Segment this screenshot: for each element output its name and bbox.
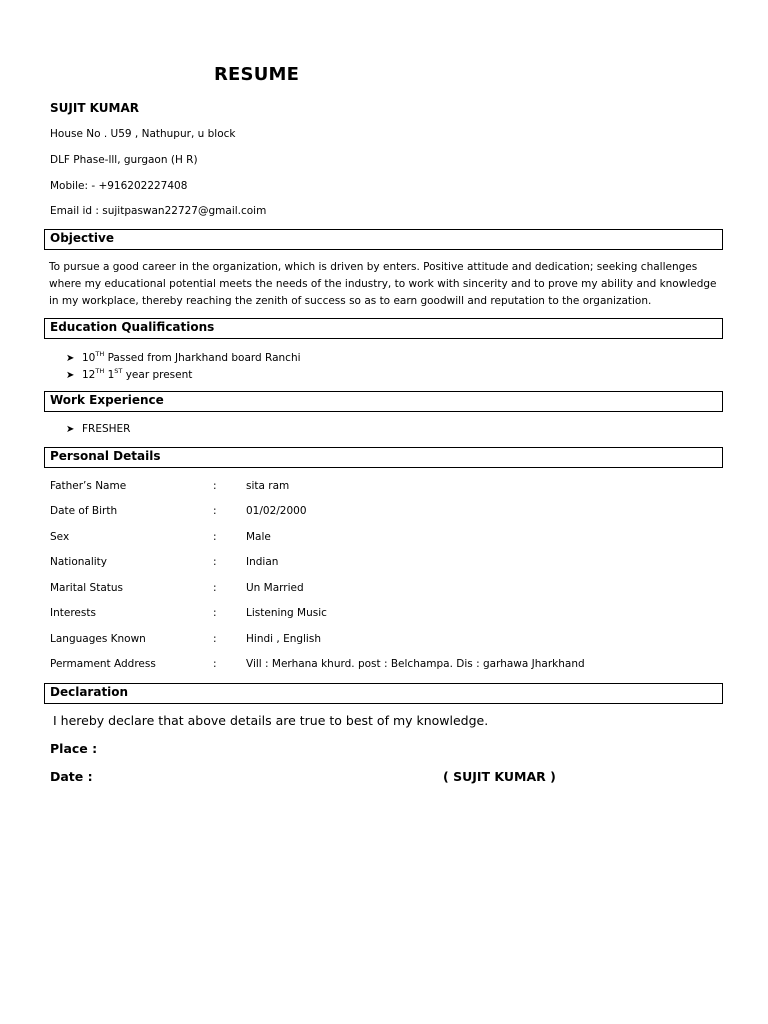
- objective-heading: Objective: [50, 231, 114, 245]
- arrow-bullet-icon: ➤: [66, 353, 75, 364]
- objective-section-header: [44, 229, 723, 250]
- detail-label: Marital Status: [50, 582, 123, 594]
- candidate-name: SUJIT KUMAR: [50, 101, 139, 115]
- mobile-number: Mobile: - +916202227408: [50, 180, 188, 192]
- detail-label: Date of Birth: [50, 505, 118, 517]
- declaration-section-header: [44, 683, 723, 704]
- address-line-1: House No . U59 , Nathupur, u block: [50, 128, 236, 140]
- objective-line: where my educational potential meets the needs of the industry, to work with sincerity and to prove my ability and knowledge: [49, 278, 717, 290]
- detail-label: Languages Known: [50, 633, 146, 645]
- date-label: Date :: [50, 769, 93, 784]
- education-section-header: [44, 318, 723, 339]
- detail-label: Interests: [50, 607, 96, 619]
- detail-colon: :: [213, 531, 217, 543]
- detail-value: Male: [246, 531, 271, 543]
- detail-value: Listening Music: [246, 607, 327, 619]
- work-section-header: [44, 391, 723, 412]
- detail-label: Father’s Name: [50, 480, 127, 492]
- detail-colon: :: [213, 556, 217, 568]
- declaration-heading: Declaration: [50, 685, 129, 699]
- arrow-bullet-icon: ➤: [66, 424, 75, 435]
- personal-section-header: [44, 447, 723, 468]
- objective-line: To pursue a good career in the organization, which is driven by enters. Positive attitude and dedication; seeking challenges: [49, 261, 698, 273]
- personal-heading: Personal Details: [50, 449, 161, 463]
- detail-label: Permament Address: [50, 658, 156, 670]
- objective-paragraph: [49, 259, 729, 310]
- detail-value: 01/02/2000: [246, 505, 307, 517]
- objective-line: in my workplace, thereby reaching the zenith of success so as to earn goodwill and reputation to the organization.: [49, 295, 652, 307]
- detail-value: Vill : Merhana khurd. post : Belchampa. Dis : garhawa Jharkhand: [246, 658, 585, 670]
- arrow-bullet-icon: ➤: [66, 370, 75, 381]
- detail-value: sita ram: [246, 480, 290, 492]
- detail-label: Sex: [50, 531, 70, 543]
- detail-value: Un Married: [246, 582, 304, 594]
- detail-colon: :: [213, 505, 217, 517]
- education-item: ➤ 10TH Passed from Jharkhand board Ranchi: [66, 350, 301, 364]
- detail-colon: :: [213, 633, 217, 645]
- detail-colon: :: [213, 582, 217, 594]
- place-label: Place :: [50, 741, 98, 756]
- detail-label: Nationality: [50, 556, 108, 568]
- address-line-2: DLF Phase-lll, gurgaon (H R): [50, 154, 198, 166]
- work-item: ➤ FRESHER: [66, 423, 131, 435]
- resume-title: RESUME: [214, 64, 300, 85]
- declaration-text: I hereby declare that above details are true to best of my knowledge.: [53, 713, 489, 728]
- signature-name: ( SUJIT KUMAR ): [443, 769, 556, 784]
- email-address: Email id : sujitpaswan22727@gmail.coim: [50, 205, 267, 217]
- work-heading: Work Experience: [50, 393, 164, 407]
- education-item: ➤ 12TH 1ST year present: [66, 367, 193, 381]
- detail-colon: :: [213, 480, 217, 492]
- detail-value: Indian: [246, 556, 279, 568]
- education-heading: Education Qualifications: [50, 320, 215, 334]
- detail-value: Hindi , English: [246, 633, 321, 645]
- detail-colon: :: [213, 607, 217, 619]
- detail-colon: :: [213, 658, 217, 670]
